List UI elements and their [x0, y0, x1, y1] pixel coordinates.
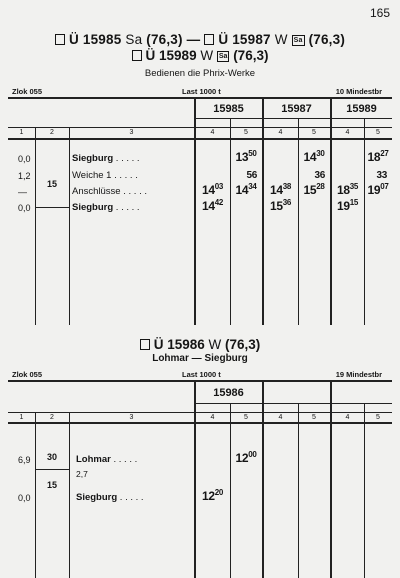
time-minute: 50 [248, 149, 257, 158]
train-speed: (76,3) [225, 337, 261, 352]
section-time: 15 [46, 480, 57, 490]
time-hour: 15 [269, 199, 283, 213]
section2-subtitle: Lohmar — Siegburg [152, 353, 248, 364]
time-cell [298, 150, 330, 164]
time-minute: 38 [282, 182, 292, 191]
time-minute: 36 [314, 170, 325, 181]
time-hour: 19 [336, 199, 350, 213]
section-time: 15 [46, 179, 57, 189]
col-number: 3 [129, 414, 134, 421]
col-number: 5 [376, 129, 380, 136]
time-hour: 15 [303, 183, 317, 197]
section1-subtitle: Bedienen die Phrix-Werke [144, 68, 256, 79]
train-title: Ü 15987 [218, 32, 271, 47]
time-minute: 35 [349, 182, 359, 191]
time-cell [195, 183, 230, 197]
train-speed: (76,3) [146, 32, 183, 47]
time-minute: 00 [248, 450, 257, 459]
time-minute: 27 [380, 149, 389, 158]
col-number: 3 [129, 129, 134, 136]
km-value: 0,0 [18, 154, 31, 164]
time-cell [195, 489, 230, 503]
time-hour: 18 [336, 183, 350, 197]
time-hour: 19 [367, 183, 381, 197]
col-number: 5 [312, 414, 316, 421]
time-minute: 30 [316, 149, 325, 158]
time-cell [298, 183, 330, 197]
train-speed: (76,3) [233, 48, 269, 63]
time-cell [263, 183, 298, 197]
time-minute: 36 [282, 198, 292, 207]
time-cell [230, 451, 262, 465]
station-name: Weiche 1 [72, 170, 112, 181]
col-number: 5 [376, 414, 380, 421]
load-label: Last 1000 t [182, 87, 221, 96]
col-number: 5 [244, 414, 248, 421]
square-icon [55, 34, 65, 45]
station-row [76, 454, 137, 465]
section2-title [0, 337, 400, 352]
station-name: Siegburg [76, 492, 118, 503]
train-days: W [200, 48, 214, 63]
title-separator: — [186, 32, 201, 47]
col-number: 4 [345, 414, 350, 421]
station-row [72, 153, 140, 164]
time-cell [195, 199, 230, 213]
section-time: 30 [46, 452, 57, 462]
time-hour: 14 [235, 183, 249, 197]
time-cell [230, 150, 262, 164]
time-cell [364, 183, 392, 197]
km-value: — [18, 187, 27, 197]
time-cell [230, 167, 257, 181]
time-minute: 03 [214, 182, 224, 191]
col-number: 4 [210, 414, 215, 421]
time-cell [263, 199, 298, 213]
time-minute: 42 [214, 198, 224, 207]
time-hour: 14 [201, 199, 215, 213]
load-label: Last 1000 t [182, 370, 221, 379]
time-minute: 20 [214, 488, 224, 497]
train-title: Ü 15989 [145, 48, 197, 63]
time-hour: 12 [201, 489, 215, 503]
time-hour: 12 [235, 451, 249, 465]
col-number: 4 [210, 129, 215, 136]
train-number-15989: 15989 [346, 103, 377, 115]
station-name: Lohmar [76, 454, 111, 465]
braking-label: 19 Mindestbr [335, 370, 382, 379]
braking-label: 10 Mindestbr [335, 87, 382, 96]
train-days: Sa [125, 32, 143, 47]
boxed-days: Sa [218, 52, 228, 60]
square-icon [140, 339, 150, 350]
time-minute: 33 [376, 170, 387, 181]
time-cell [331, 183, 364, 197]
leader-dots: . . . . . [110, 454, 138, 465]
time-minute: 56 [246, 170, 257, 181]
time-hour: 13 [235, 150, 249, 164]
col-number: 4 [278, 414, 283, 421]
train-number-15987: 15987 [281, 103, 312, 115]
time-cell [331, 199, 364, 213]
loco-label: Zlok 055 [12, 370, 43, 379]
time-hour: 14 [303, 150, 317, 164]
time-cell [230, 183, 262, 197]
time-minute: 07 [380, 182, 389, 191]
leader-dots: . . . . . [113, 202, 140, 213]
time-minute: 28 [316, 182, 325, 191]
loco-label: Zlok 055 [12, 87, 43, 96]
time-hour: 14 [269, 183, 283, 197]
station-row [72, 170, 138, 181]
section-distance: 2,7 [76, 469, 88, 479]
leader-dots: . . . . . [111, 170, 138, 181]
col-number: 1 [19, 414, 24, 421]
km-value: 6,9 [18, 455, 31, 465]
leader-dots: . . . . . [113, 153, 140, 164]
station-name: Siegburg [72, 202, 114, 213]
col-number: 2 [50, 129, 54, 136]
train-number-15986: 15986 [213, 387, 244, 399]
station-name: Siegburg [72, 153, 114, 164]
section1-title-line2 [0, 48, 400, 63]
col-number: 5 [244, 129, 248, 136]
page-number: 165 [369, 6, 390, 20]
time-cell [364, 150, 392, 164]
train-speed: (76,3) [308, 32, 346, 47]
col-number: 5 [312, 129, 316, 136]
station-row [76, 492, 144, 503]
km-value: 0,0 [18, 493, 31, 503]
square-icon [132, 50, 142, 61]
time-cell [298, 167, 325, 181]
station-row [72, 186, 147, 197]
time-hour: 18 [367, 150, 381, 164]
section1-title-line1 [0, 32, 400, 47]
col-number: 4 [278, 129, 283, 136]
col-number: 4 [345, 129, 350, 136]
train-days: W [208, 337, 222, 352]
col-number: 1 [19, 129, 24, 136]
timetable-2 [8, 380, 392, 578]
station-row [72, 202, 140, 213]
col-number: 2 [50, 414, 54, 421]
square-icon [204, 34, 214, 45]
km-value: 0,0 [18, 203, 31, 213]
km-value: 1,2 [18, 171, 31, 181]
leader-dots: . . . . . [120, 186, 147, 197]
leader-dots: . . . . . [117, 492, 144, 503]
train-title: Ü 15986 [153, 337, 205, 352]
time-minute: 34 [248, 182, 257, 191]
train-days: W [274, 32, 288, 47]
time-minute: 15 [349, 198, 359, 207]
boxed-days: Sa [293, 36, 303, 44]
timetable-1 [8, 97, 392, 325]
train-title: Ü 15985 [68, 32, 122, 47]
time-cell [364, 167, 387, 181]
station-name: Anschlüsse [72, 186, 121, 197]
train-number-15985: 15985 [213, 103, 244, 115]
time-hour: 14 [201, 183, 215, 197]
